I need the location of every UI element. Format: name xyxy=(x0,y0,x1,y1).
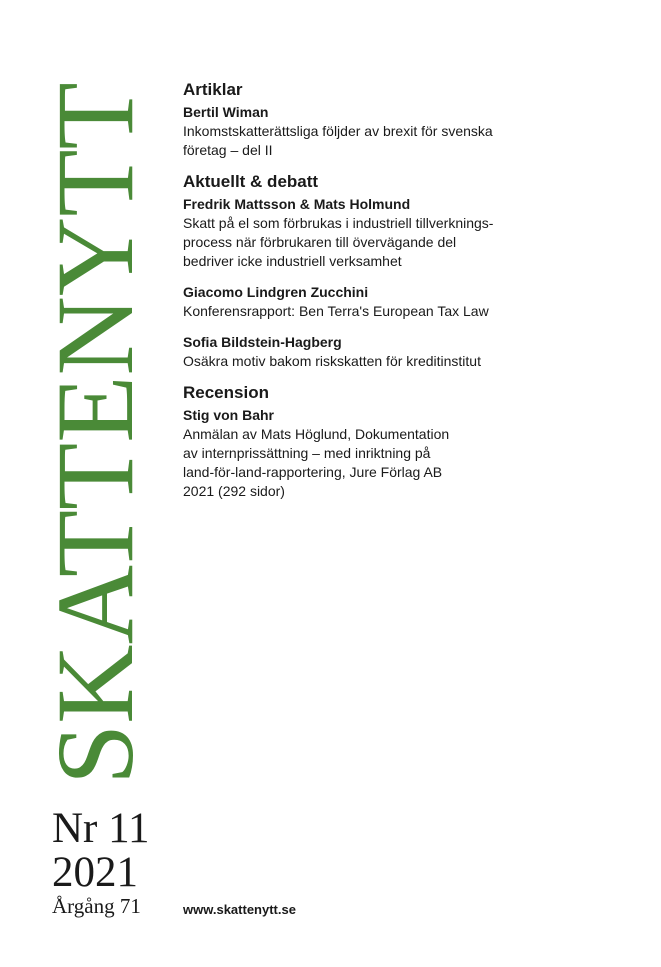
section-heading: Artiklar xyxy=(183,80,243,99)
article-title: Inkomstskatterättsliga följder av brexit för svenska företag – del II xyxy=(183,123,493,158)
issue-volume: Årgång 71 xyxy=(52,894,141,918)
list-item xyxy=(183,333,563,371)
article-title: Konferensrapport: Ben Terra's European Tax Law xyxy=(183,303,489,319)
article-author: Fredrik Mattsson & Mats Holmund xyxy=(183,196,411,212)
section-artiklar xyxy=(183,80,563,160)
article-author: Stig von Bahr xyxy=(183,407,275,423)
masthead-title: SKATTENYTT xyxy=(34,82,156,785)
list-item xyxy=(183,195,563,271)
issue-number: Nr 11 xyxy=(52,805,150,852)
article-title: Skatt på el som förbrukas i industriell tillverknings- process när förbrukaren till övervägande del bedriver icke industriell verksamhet xyxy=(183,215,494,269)
article-author: Bertil Wiman xyxy=(183,104,269,120)
section-recension xyxy=(183,383,563,501)
section-heading: Recension xyxy=(183,383,269,402)
section-heading: Aktuellt & debatt xyxy=(183,172,319,191)
list-item xyxy=(183,406,563,501)
article-title: Osäkra motiv bakom riskskatten för kreditinstitut xyxy=(183,353,481,369)
table-of-contents xyxy=(183,80,563,513)
list-item xyxy=(183,283,563,321)
article-author: Sofia Bildstein-Hagberg xyxy=(183,334,342,350)
section-aktuellt-debatt xyxy=(183,172,563,371)
issue-year: 2021 xyxy=(52,849,138,896)
article-title: Anmälan av Mats Höglund, Dokumentation av internprissättning – med inriktning på land-för-land-rapportering, Jure Förlag AB 2021 (292 sidor) xyxy=(183,426,450,499)
list-item xyxy=(183,103,563,160)
website-link[interactable]: www.skattenytt.se xyxy=(183,902,296,917)
article-author: Giacomo Lindgren Zucchini xyxy=(183,284,369,300)
